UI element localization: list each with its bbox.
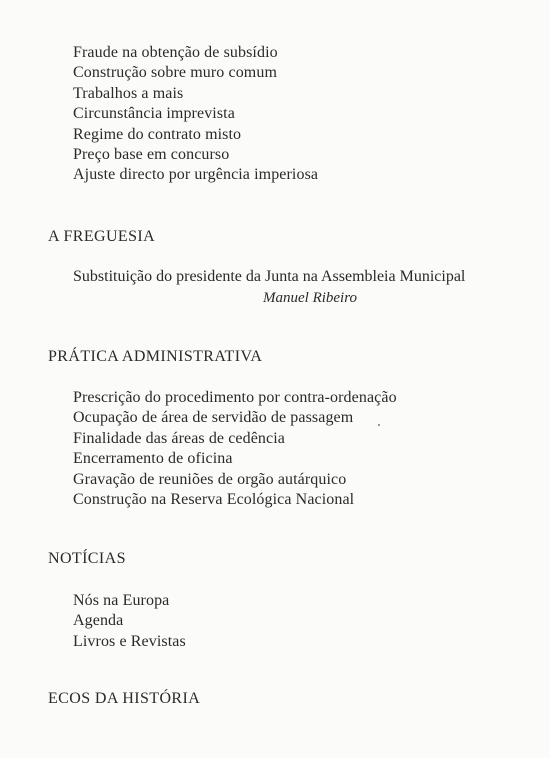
list-item: Trabalhos a mais <box>73 84 184 102</box>
article-title: Substituição do presidente da Junta na Assembleia Municipal <box>73 268 466 285</box>
list-item: Agenda <box>73 612 124 630</box>
list-item: Nós na Europa <box>73 592 170 609</box>
section-heading-freguesia: A FREGUESIA <box>48 228 156 245</box>
list-item: Construção sobre muro comum <box>73 64 277 82</box>
list-item: Prescrição do procedimento por contra-ordenação <box>73 389 397 406</box>
article-author: Manuel Ribeiro <box>263 290 358 306</box>
list-item: Circunstância imprevista <box>73 105 235 123</box>
list-item: Livros e Revistas <box>73 632 186 650</box>
list-item: Fraude na obtenção de subsídio <box>73 44 278 61</box>
paper-speck <box>378 424 380 426</box>
top-article-list <box>73 43 318 186</box>
list-item: Ocupação de área de servidão de passagem <box>73 409 354 427</box>
list-item: Finalidade das áreas de cedência <box>73 429 285 447</box>
list-item: Gravação de reuniões de orgão autárquico <box>73 470 347 488</box>
list-item: Regime do contrato misto <box>73 125 242 143</box>
list-item: Construção na Reserva Ecológica Nacional <box>73 491 355 509</box>
list-item: Ajuste directo por urgência imperiosa <box>73 166 319 184</box>
section-heading-pratica: PRÁTICA ADMINISTRATIVA <box>48 348 263 365</box>
list-item: Encerramento de oficina <box>73 450 233 468</box>
list-item: Preço base em concurso <box>73 146 230 164</box>
noticias-list <box>73 591 186 652</box>
section-heading-noticias: NOTÍCIAS <box>48 550 126 567</box>
pratica-list <box>73 388 397 510</box>
section-heading-ecos: ECOS DA HISTÓRIA <box>48 690 201 707</box>
